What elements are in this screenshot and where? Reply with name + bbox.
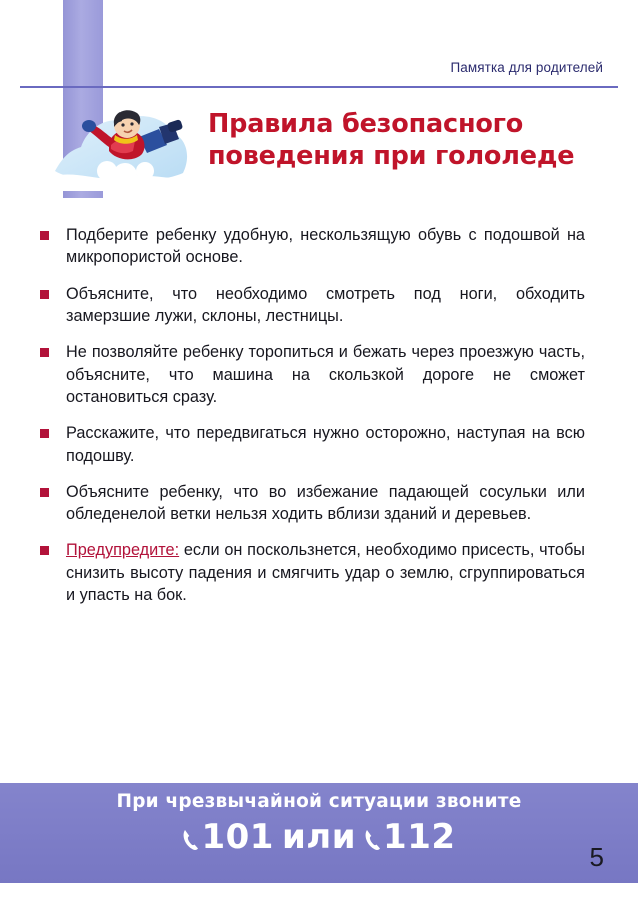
- bullet-marker-icon: [40, 429, 49, 438]
- phone-handset-icon: [364, 820, 382, 842]
- bullet-marker-icon: [40, 231, 49, 240]
- emergency-numbers: [0, 817, 638, 857]
- page-title: [208, 108, 608, 172]
- emphasis-word: Предупредите:: [66, 541, 180, 560]
- title-line-2: поведения при гололеде: [208, 141, 575, 172]
- list-item-text: Объясните ребенку, что во избежание падающей сосульки или обледенелой ветки нельзя ходить вблизи зданий и деревьев.: [66, 482, 585, 524]
- header-note: Памятка для родителей: [450, 60, 603, 75]
- list-item-text: если он поскользнется, необходимо присесть, чтобы снизить высоту падения и смягчить удар о землю, сгруппироваться и упасть на бок.: [66, 541, 585, 605]
- phone-handset-icon: [182, 820, 200, 842]
- bullet-marker-icon: [40, 290, 49, 299]
- list-item: [40, 341, 585, 408]
- list-item-text: Расскажите, что передвигаться нужно осторожно, наступая на всю подошву.: [66, 424, 585, 465]
- illustration-child-slipping-on-ice: [47, 99, 197, 195]
- title-line-1: Правила безопасного: [208, 109, 524, 139]
- list-item-text: Подберите ребенку удобную, нескользящую обувь с подошвой на микропористой основе.: [66, 226, 585, 267]
- advice-list: [40, 224, 585, 620]
- header-divider: [20, 86, 618, 88]
- bullet-marker-icon: [40, 488, 49, 497]
- list-item-text-emphasized: [66, 539, 585, 606]
- list-item: [40, 224, 585, 269]
- page-number: 5: [589, 842, 604, 872]
- list-item: [40, 422, 585, 467]
- list-item: [40, 539, 585, 606]
- bullet-marker-icon: [40, 348, 49, 357]
- emergency-call-band: [0, 783, 638, 883]
- list-item-text: Объясните, что необходимо смотреть под ноги, обходить замерзшие лужи, склоны, лестницы.: [66, 284, 585, 325]
- number-112: 112: [383, 817, 456, 857]
- number-101: 101: [201, 817, 274, 857]
- list-item: [40, 481, 585, 526]
- conjunction: или: [281, 817, 357, 857]
- list-item: [40, 283, 585, 328]
- list-item-text: Не позволяйте ребенку торопиться и бежать через проезжую часть, объясните, что машина на скользкой дороге не сможет остановиться сразу.: [66, 343, 585, 406]
- bullet-marker-icon: [40, 546, 49, 555]
- emergency-call-text: При чрезвычайной ситуации звоните: [116, 791, 522, 812]
